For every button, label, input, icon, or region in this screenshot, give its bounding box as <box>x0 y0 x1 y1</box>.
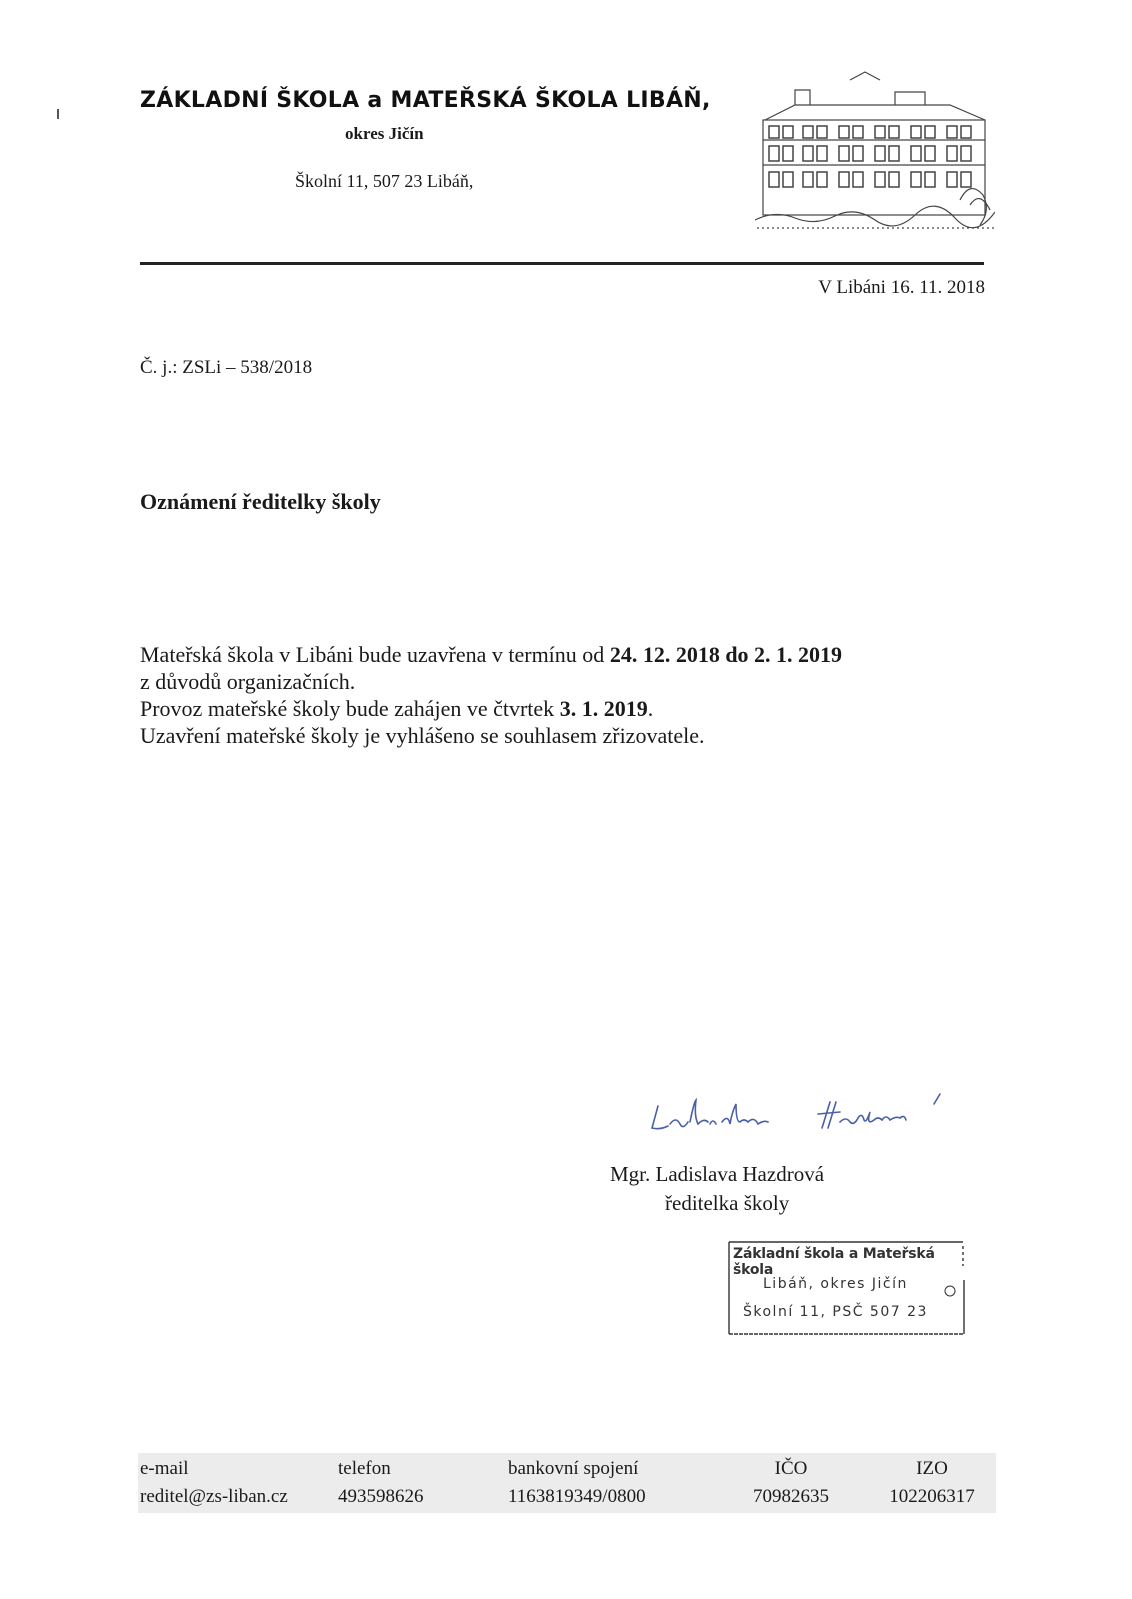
ico-value: 70982635 <box>753 1486 829 1507</box>
place-date: V Libáni 16. 11. 2018 <box>818 277 985 298</box>
school-address: Školní 11, 507 23 Libáň, <box>295 171 474 191</box>
footer-bank <box>508 1455 646 1511</box>
email-value[interactable]: reditel@zs-liban.cz <box>140 1486 288 1507</box>
body-line-1 <box>140 641 842 668</box>
handwritten-signature <box>640 1088 1000 1148</box>
school-stamp <box>727 1240 969 1336</box>
footer-phone <box>338 1455 424 1511</box>
stamp-line-2: Libáň, okres Jičín <box>763 1276 908 1292</box>
stamp-line-3: Školní 11, PSČ 507 23 <box>743 1304 928 1320</box>
notice-title: Oznámení ředitelky školy <box>140 489 381 514</box>
reopening-date: 3. 1. 2019 <box>559 696 648 721</box>
bank-value: 1163819349/0800 <box>508 1486 646 1507</box>
body-line-1-text: Mateřská škola v Libáni bude uzavřena v termínu od <box>140 642 610 667</box>
footer-email <box>140 1455 288 1511</box>
phone-value: 493598626 <box>338 1486 424 1507</box>
izo-label: IZO <box>916 1458 948 1479</box>
izo-value: 102206317 <box>889 1486 975 1507</box>
body-line-3-text: Provoz mateřské školy bude zahájen ve čtvrtek <box>140 696 560 721</box>
signatory <box>610 1160 824 1218</box>
school-building-illustration <box>755 60 995 240</box>
school-district: okres Jičín <box>345 124 424 143</box>
footer-izo <box>876 1455 988 1511</box>
signatory-name: Mgr. Ladislava Hazdrová <box>610 1162 825 1186</box>
bank-label: bankovní spojení <box>508 1458 639 1479</box>
school-name: ZÁKLADNÍ ŠKOLA a MATEŘSKÁ ŠKOLA LIBÁŇ, <box>140 88 711 113</box>
ico-label: IČO <box>774 1458 808 1479</box>
contact-footer <box>138 1453 996 1513</box>
body-line-3-end: . <box>647 696 654 721</box>
footer-ico <box>746 1455 836 1511</box>
signatory-role: ředitelka školy <box>665 1191 790 1215</box>
body-line-3 <box>140 695 842 722</box>
scan-mark <box>57 109 59 119</box>
reference-number: Č. j.: ZSLi – 538/2018 <box>140 357 313 378</box>
phone-label: telefon <box>338 1458 391 1479</box>
email-label: e-mail <box>140 1458 189 1479</box>
body-line-4: Uzavření mateřské školy je vyhlášeno se souhlasem zřizovatele. <box>140 723 705 748</box>
stamp-line-1: Základní škola a Mateřská škola <box>733 1246 935 1278</box>
closure-dates: 24. 12. 2018 do 2. 1. 2019 <box>609 642 843 667</box>
header-divider <box>140 262 984 265</box>
notice-body <box>140 641 842 749</box>
body-line-2: z důvodů organizačních. <box>140 669 356 694</box>
